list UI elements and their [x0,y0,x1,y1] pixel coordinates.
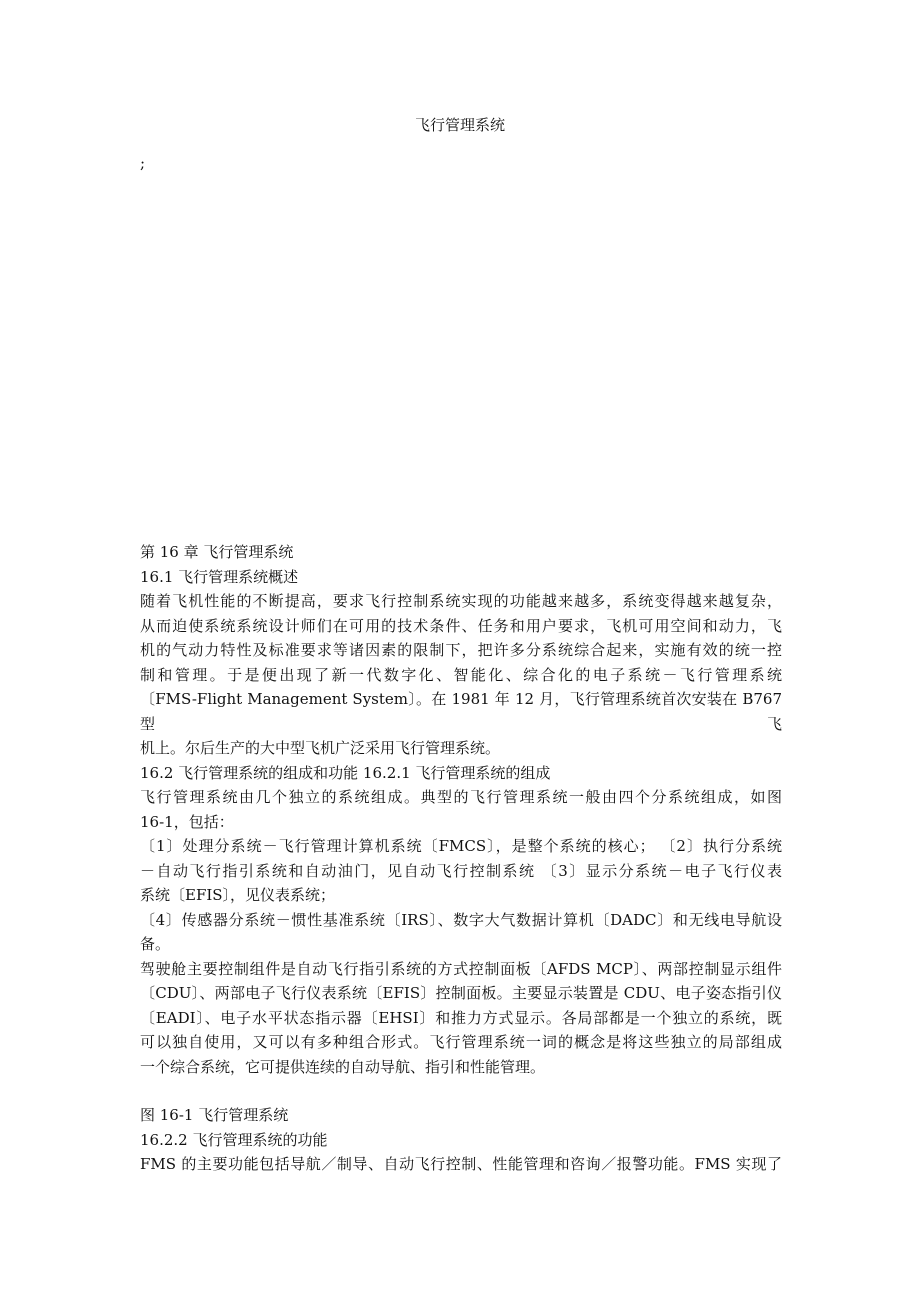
list-item: 〔1〕处理分系统－飞行管理计算机系统〔FMCS〕，是整个系统的核心； 〔2〕执行分系统 [140,837,782,855]
list-item: 备。 [140,935,171,953]
chapter-heading: 第 16 章 飞行管理系统 [140,543,294,561]
document-title: 飞行管理系统 [414,116,505,134]
paragraph-line: 一个综合系统，它可提供连续的自动导航、指引和性能管理。 [140,1057,546,1076]
paragraph-line: FMS 的主要功能包括导航／制导、自动飞行控制、性能管理和咨询／报警功能。FMS 实现了 [140,1155,782,1173]
paragraph-line: 16-1，包括： [140,812,234,831]
section-heading: 16.2 飞行管理系统的组成和功能 16.2.1 飞行管理系统的组成 [140,763,551,782]
paragraph-line: 可以独自使用，又可以有多种组合形式。飞行管理系统一词的概念是将这些独立的局部组成 [140,1033,782,1051]
stray-marker: ; [140,154,146,172]
paragraph-line: 机的气动力特性及标准要求等诸因素的限制下，把许多分系统综合起来，实施有效的统一控 [140,641,782,659]
paragraph-line: 从而迫使系统系统设计师们在可用的技术条件、任务和用户要求，飞机可用空间和动力，飞 [140,616,782,635]
paragraph-line: 制和管理。于是便出现了新一代数字化、智能化、综合化的电子系统－飞行管理系统 [140,665,782,684]
paragraph-line: 〔CDU〕、两部电子飞行仪表系统〔EFIS〕控制面板。主要显示装置是 CDU、电子姿态指引仪 [140,984,782,1002]
paragraph-line: 机上。尔后生产的大中型飞机广泛采用飞行管理系统。 [140,739,501,757]
paragraph-line: 随着飞机性能的不断提高，要求飞行控制系统实现的功能越来越多，系统变得越来越复杂， [140,592,782,610]
list-item: 〔4〕传感器分系统－惯性基准系统〔IRS〕、数字大气数据计算机〔DADC〕和无线电导航设 [140,910,782,929]
list-item: 系统〔EFIS〕，见仪表系统； [140,886,336,904]
paragraph-line: 飞行管理系统由几个独立的系统组成。典型的飞行管理系统一般由四个分系统组成，如图 [140,788,782,806]
subsection-heading: 16.2.2 飞行管理系统的功能 [140,1130,328,1149]
document-body [140,540,782,1177]
list-item: －自动飞行指引系统和自动油门，见自动飞行控制系统 〔3〕显示分系统－电子飞行仪表 [140,861,782,880]
figure-caption: 图 16-1 飞行管理系统 [140,1106,289,1124]
section-heading: 16.1 飞行管理系统概述 [140,567,299,586]
paragraph-line: 〔EADI〕、电子水平状态指示器〔EHSI〕和推力方式显示。各局部都是一个独立的系统，既 [140,1008,782,1027]
paragraph-line: 〔FMS-Flight Management System〕。在 1981 年 12 月，飞行管理系统首次安装在 B767 型飞 [140,690,782,733]
paragraph-line: 驾驶舱主要控制组件是自动飞行指引系统的方式控制面板〔AFDS MCP〕、两部控制显示组件 [140,959,782,978]
paragraph-spacer [140,1079,782,1103]
